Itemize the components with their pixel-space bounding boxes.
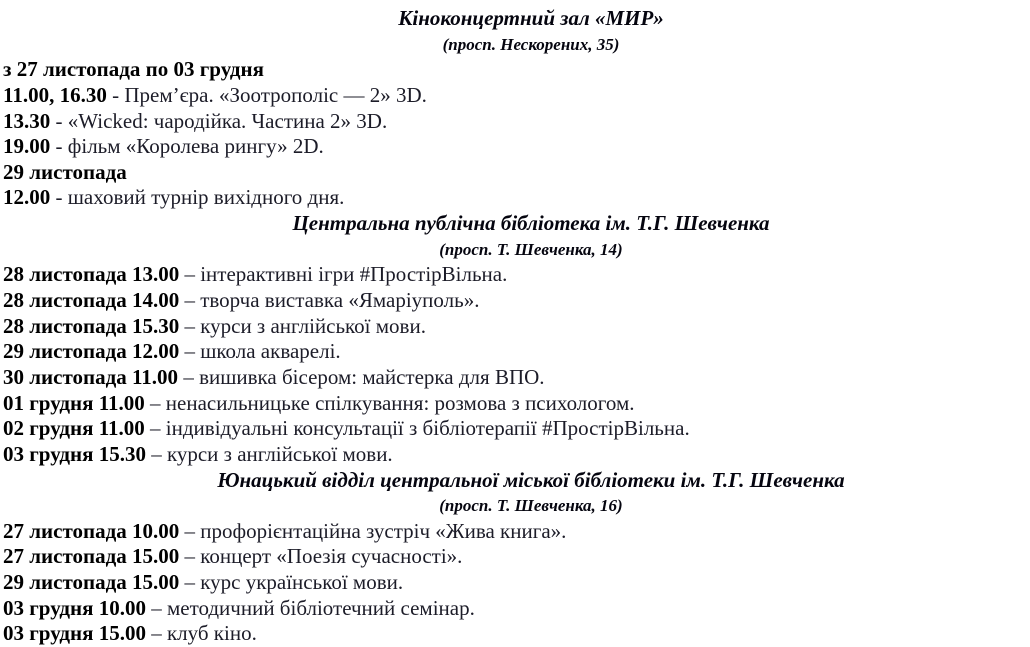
event-description: Прем’єра. «Зоотрополіс — 2» 3D. — [124, 82, 427, 107]
event-line — [0, 185, 1030, 211]
event-separator: - — [106, 82, 125, 107]
event-description: курси з англійської мови. — [166, 441, 393, 466]
section-title: Центральна публічна бібліотека ім. Т.Г. Шевченка — [292, 211, 770, 236]
event-line — [0, 621, 1030, 647]
event-line — [0, 544, 1030, 570]
event-line — [0, 391, 1030, 417]
event-description: «Wicked: чародійка. Частина 2» 3D. — [67, 108, 388, 133]
event-datetime: 11.00, 16.30 — [3, 82, 107, 107]
event-line — [0, 109, 1030, 135]
section-title: Юнацький відділ центральної міської бібліотеки ім. Т.Г. Шевченка — [217, 467, 845, 492]
event-description: курси з англійської мови. — [200, 313, 426, 338]
event-datetime: 28 листопада 13.00 — [3, 262, 180, 287]
event-line — [0, 262, 1030, 288]
event-datetime: 29 листопада 15.00 — [3, 570, 180, 595]
event-datetime: з 27 листопада по 03 грудня — [3, 57, 264, 82]
event-description: інтерактивні ігри #ПростірВільна. — [200, 262, 508, 287]
event-line — [0, 314, 1030, 340]
event-datetime: 03 грудня 10.00 — [3, 595, 146, 620]
event-description: ненасильницьке спілкування: розмова з психологом. — [165, 390, 635, 415]
event-separator: – — [179, 288, 201, 313]
event-datetime: 01 грудня 11.00 — [3, 390, 145, 415]
event-line — [0, 442, 1030, 468]
section-address: (просп. Нескорених, 35) — [442, 34, 620, 54]
event-separator: – — [179, 570, 201, 595]
event-datetime: 28 листопада 14.00 — [3, 288, 180, 313]
event-separator: – — [145, 441, 167, 466]
section-address: (просп. Т. Шевченка, 14) — [439, 239, 623, 259]
event-datetime: 12.00 — [3, 185, 51, 210]
event-line — [0, 416, 1030, 442]
event-description: методичний бібліотечний семінар. — [166, 595, 475, 620]
event-datetime: 29 листопада 12.00 — [3, 339, 180, 364]
event-line — [0, 57, 1030, 83]
section-title: Кіноконцертний зал «МИР» — [398, 6, 664, 30]
event-separator: – — [179, 339, 201, 364]
event-datetime: 13.30 — [3, 108, 51, 133]
event-separator: – — [178, 364, 200, 389]
event-separator: – — [144, 390, 166, 415]
section-address: (просп. Т. Шевченка, 16) — [439, 496, 623, 516]
event-line — [0, 134, 1030, 160]
event-separator: - — [50, 134, 68, 159]
event-description: клуб кіно. — [166, 621, 257, 646]
event-separator: – — [179, 544, 201, 569]
event-line — [0, 339, 1030, 365]
event-separator: – — [179, 313, 201, 338]
event-datetime: 30 листопада 11.00 — [3, 364, 179, 389]
event-datetime: 27 листопада 15.00 — [3, 544, 180, 569]
event-datetime: 28 листопада 15.30 — [3, 313, 180, 338]
event-description: курс української мови. — [200, 570, 404, 595]
event-description: творча виставка «Ямаріуполь». — [200, 288, 480, 313]
event-line — [0, 365, 1030, 391]
event-description: індивідуальні консультації з бібліотерапії #ПростірВільна. — [165, 416, 690, 441]
event-separator: – — [179, 262, 201, 287]
event-separator: – — [145, 595, 167, 620]
event-description: профорієнтаційна зустріч «Жива книга». — [200, 518, 567, 543]
event-separator: - — [50, 108, 68, 133]
event-line — [0, 570, 1030, 596]
event-separator: - — [50, 185, 68, 210]
event-line — [0, 519, 1030, 545]
event-description: школа акварелі. — [200, 339, 341, 364]
event-line — [0, 83, 1030, 109]
event-description: шаховий турнір вихідного дня. — [67, 185, 345, 210]
event-line — [0, 288, 1030, 314]
event-line — [0, 596, 1030, 622]
event-separator: – — [179, 518, 201, 543]
event-description: фільм «Королева рингу» 2D. — [67, 134, 324, 159]
event-datetime: 27 листопада 10.00 — [3, 518, 180, 543]
event-description: концерт «Поезія сучасності». — [200, 544, 463, 569]
event-datetime: 19.00 — [3, 134, 51, 159]
event-description: вишивка бісером: майстерка для ВПО. — [199, 364, 545, 389]
event-line — [0, 160, 1030, 186]
event-separator: – — [144, 416, 166, 441]
event-separator: – — [145, 621, 167, 646]
event-datetime: 03 грудня 15.00 — [3, 621, 146, 646]
event-datetime: 02 грудня 11.00 — [3, 416, 145, 441]
event-datetime: 29 листопада — [3, 159, 127, 184]
event-datetime: 03 грудня 15.30 — [3, 441, 146, 466]
